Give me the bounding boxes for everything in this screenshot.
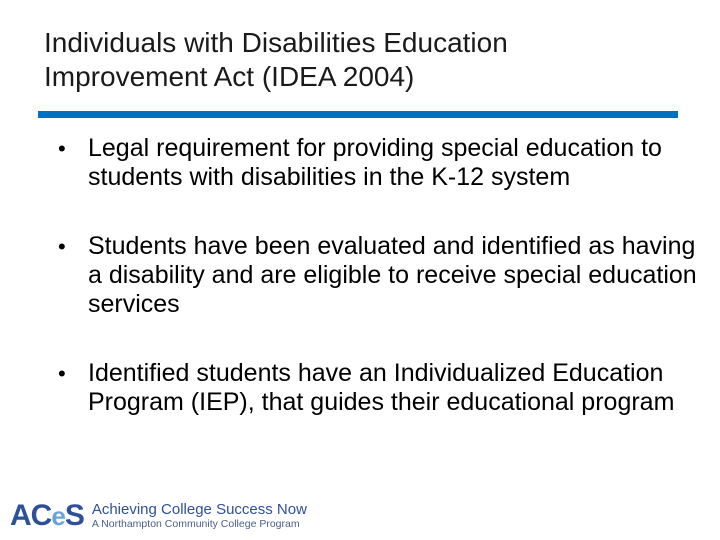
- title-divider: [38, 111, 678, 118]
- aces-logo: [10, 496, 307, 536]
- logo-tagline: Achieving College Success Now: [91, 501, 307, 518]
- bullet-marker: •: [58, 361, 66, 386]
- slide-title-line-1: Individuals with Disabilities Education: [44, 27, 508, 58]
- logo-subline: A Northampton Community College Program: [91, 518, 300, 530]
- bullet-item: [58, 134, 698, 192]
- bullet-list: [58, 134, 698, 457]
- bullet-text: Legal requirement for providing special education to students with disabilities in the K-12 system: [88, 134, 662, 191]
- logo-letter-s: S: [64, 499, 84, 532]
- logo-letters-ac: AC: [10, 499, 52, 532]
- bullet-marker: •: [58, 136, 66, 161]
- bullet-item: [58, 359, 698, 417]
- slide-title-line-2: Improvement Act (IDEA 2004): [44, 61, 415, 92]
- slide-title: [44, 26, 684, 94]
- bullet-marker: •: [58, 234, 66, 259]
- aces-logo-mark: [10, 501, 84, 531]
- bullet-text: Identified students have an Individualized Education Program (IEP), that guides their educational program: [88, 359, 675, 416]
- bullet-text: Students have been evaluated and identified as having a disability and are eligible to receive special education services: [88, 232, 697, 318]
- bullet-item: [58, 232, 698, 319]
- logo-letter-e: e: [51, 501, 65, 531]
- logo-text: [92, 501, 307, 531]
